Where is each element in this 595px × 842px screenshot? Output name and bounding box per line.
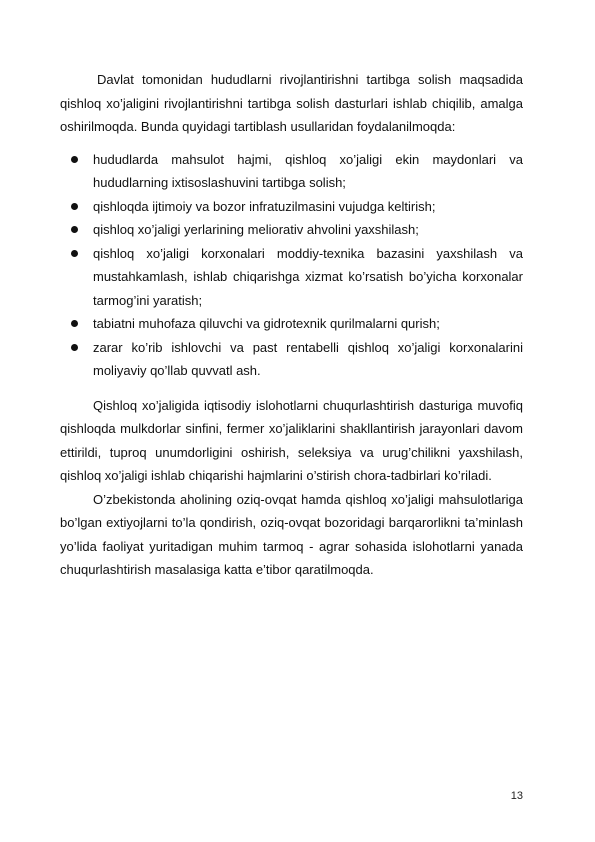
bullet-list	[60, 148, 523, 383]
page-number: 13	[510, 790, 523, 802]
intro-paragraph: Davlat tomonidan hududlarni rivojlantirishni tartibga solish maqsadida qishloq xo’jaligini rivojlantirishni tartibga solish dasturlari ishlab chiqilib, amalga oshirilmoqda. Bunda quyidagi tartiblash usullaridan foydalanilmoqda:	[60, 72, 523, 134]
bullet-text: qishloqda ijtimoiy va bozor infratuzilmasini vujudga keltirish;	[93, 198, 436, 214]
body-paragraph: O’zbekistonda aholining oziq-ovqat hamda qishloq xo’jaligi mahsulotlariga bo’lgan extiyojlarni to’la qondirish, oziq-ovqat bozoridagi barqarorlikni ta’minlash yo’lida faoliyat yuritadigan muhim tarmoq - agrar sohasida islohotlarni yanada chuqurlashtirish masalasiga katta e’tibor qaratilmoqda.	[60, 491, 523, 577]
bullet-text: qishloq xo’jaligi korxonalari moddiy-texnika bazasini yaxshilash va mustahkamlash, ishlab chiqarishga xizmat ko’rsatish bo’yicha korxonalar tarmog’ini yaratish;	[93, 245, 523, 308]
bullet-item	[60, 336, 523, 383]
page-content	[60, 68, 523, 582]
body-paragraph: Qishloq xo’jaligida iqtisodiy islohotlarni chuqurlashtirish dasturiga muvofiq qishloqda mulkdorlar sinfini, fermer xo’jaliklarini shakllantirish jarayonlari davom ettirildi, tuproq unumdorligini oshirish, seleksiya va urug’chilikni yaxshilash, qishloq xo’jaligi ishlab chiqarishi hajmlarini o’stirish chora-tadbirlari ko’riladi.	[60, 397, 523, 483]
bullet-item	[60, 312, 523, 336]
bullet-dot-icon	[71, 344, 78, 351]
bullet-dot-icon	[71, 226, 78, 233]
bullet-text: hududlarda mahsulot hajmi, qishloq xo’jaligi ekin maydonlari va hududlarning ixtisoslashuvini tartibga solish;	[93, 151, 523, 190]
bullet-dot-icon	[71, 320, 78, 327]
bullet-dot-icon	[71, 203, 78, 210]
bullet-text: qishloq xo’jaligi yerlarining meliorativ ahvolini yaxshilash;	[93, 222, 419, 237]
bullet-dot-icon	[71, 156, 78, 163]
bullet-item	[60, 148, 523, 195]
bullet-item	[60, 195, 523, 219]
bullet-text: zarar ko’rib ishlovchi va past rentabelli qishloq xo’jaligi korxonalarini moliyaviy qo’llab quvvatl ash.	[93, 339, 523, 378]
bullet-item	[60, 242, 523, 313]
bullet-text: tabiatni muhofaza qiluvchi va gidrotexnik qurilmalarni qurish;	[93, 316, 440, 331]
bullet-dot-icon	[71, 250, 78, 257]
bullet-item	[60, 218, 523, 242]
